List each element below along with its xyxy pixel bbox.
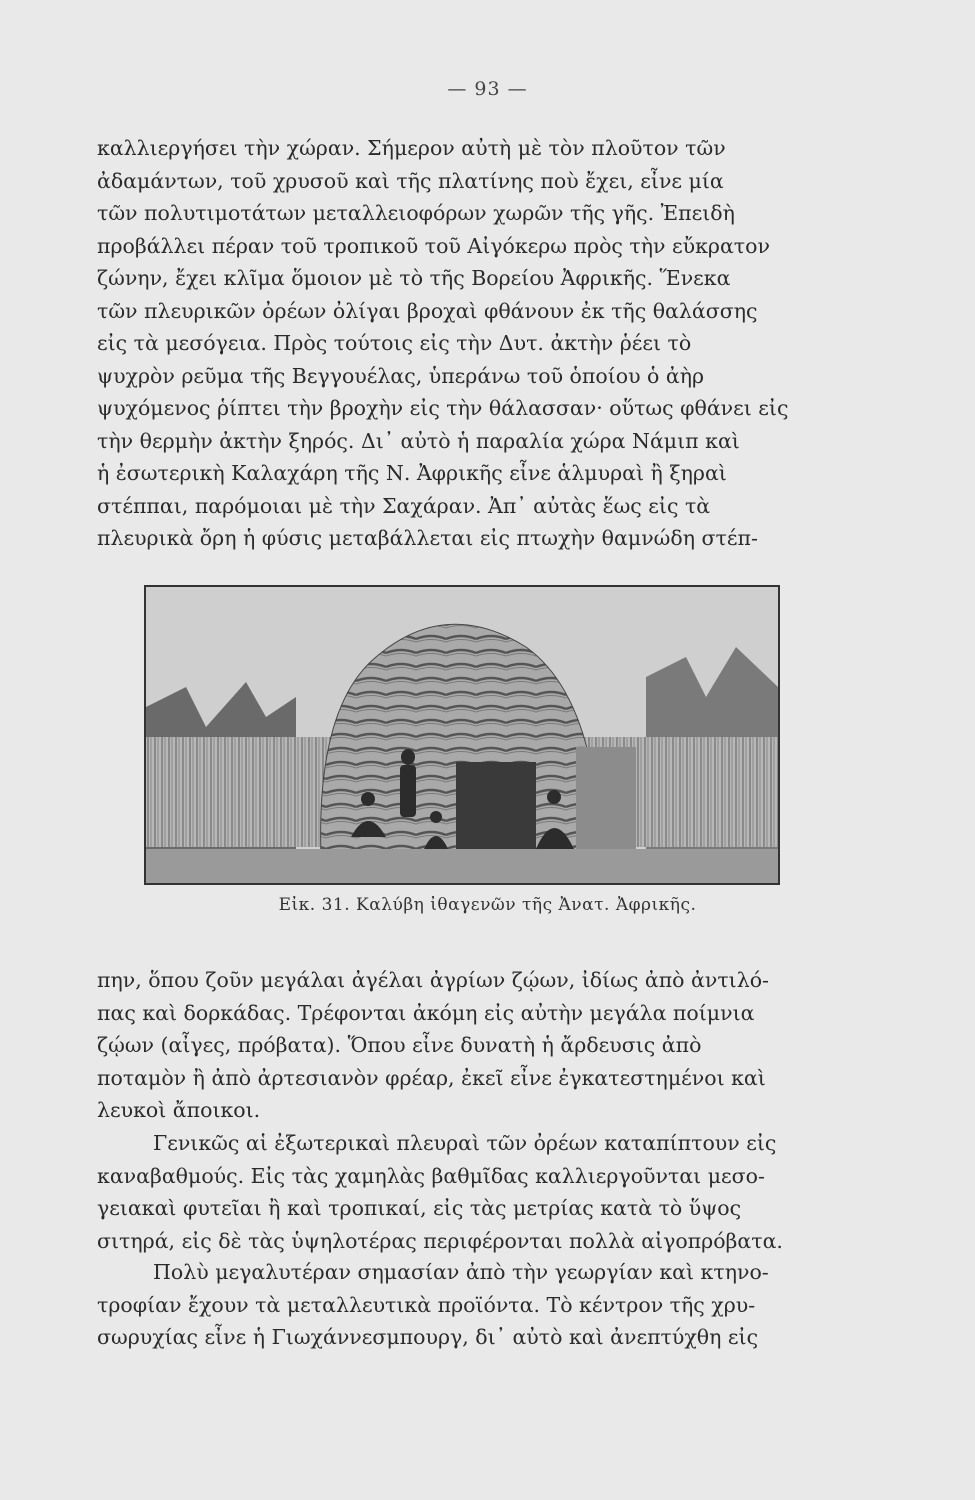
text-line: ἀδαμάντων, τοῦ χρυσοῦ καὶ τῆς πλατίνης ποὺ ἔχει, εἶνε μία [97, 168, 724, 193]
ground [146, 849, 778, 883]
hut-doorway [456, 762, 536, 857]
paragraph-1 [97, 132, 819, 555]
text-line: στέππαι, παρόμοιαι μὲ τὴν Σαχάραν. Ἀπ᾽ αὐτὰς ἕως εἰς τὰ [97, 493, 711, 518]
text-line: καναβαθμούς. Εἰς τὰς χαμηλὰς βαθμῖδας καλλιεργοῦνται μεσο- [97, 1163, 765, 1188]
text-line: τῶν πολυτιμοτάτων μεταλλειοφόρων χωρῶν τῆς γῆς. Ἐπειδὴ [97, 201, 735, 225]
figure-caption: Εἰκ. 31. Καλύβη ἰθαγενῶν τῆς Ἀνατ. Ἀφρικῆς. [278, 895, 697, 915]
text-line: τῶν πλευρικῶν ὀρέων ὀλίγαι βροχαὶ φθάνουν ἐκ τῆς θαλάσσης [97, 298, 758, 323]
paragraph-4 [97, 1256, 819, 1354]
text-line: τροφίαν ἔχουν τὰ μεταλλευτικὰ προϊόντα. Τὸ κέντρον τῆς χρυ- [97, 1292, 756, 1317]
native-hut-photo [146, 587, 778, 883]
text-line: ψυχρὸν ρεῦμα τῆς Βεγγουέλας, ὑπεράνω τοῦ ὁποίου ὁ ἀὴρ [97, 363, 705, 388]
text-line: πλευρικὰ ὄρη ἡ φύσις μεταβάλλεται εἰς πτωχὴν θαμνώδη στέπ- [97, 526, 758, 550]
text-line: ψυχόμενος ῥίπτει τὴν βροχὴν εἰς τὴν θάλασσαν· οὕτως φθάνει εἰς [97, 396, 789, 420]
paragraph-3 [97, 1127, 819, 1257]
paragraph-2 [97, 964, 819, 1127]
text-line: ἡ ἐσωτερικὴ Καλαχάρη τῆς Ν. Ἀφρικῆς εἶνε ἁλμυραὶ ἢ ξηραὶ [97, 461, 727, 485]
figure-photo [144, 585, 780, 885]
text-line: καλλιεργήσει τὴν χώραν. Σήμερον αὐτὴ μὲ τὸν πλοῦτον τῶν [97, 136, 726, 160]
text-line: ποταμὸν ἢ ἀπὸ ἀρτεσιανὸν φρέαρ, ἐκεῖ εἶνε ἐγκατεστημένοι καὶ [97, 1065, 766, 1090]
text-line: λευκοὶ ἄποικοι. [97, 1098, 261, 1122]
text-line: πας καὶ δορκάδας. Τρέφονται ἀκόμη εἰς αὐτὴν μεγάλα ποίμνια [97, 1000, 755, 1025]
text-line: εἰς τὰ μεσόγεια. Πρὸς τούτοις εἰς τὴν Δυτ. ἀκτὴν ῥέει τὸ [97, 331, 692, 355]
text-line: Γενικῶς αἱ ἐξωτερικαὶ πλευραὶ τῶν ὀρέων καταπίπτουν εἰς [153, 1131, 777, 1155]
text-line: ζώνην, ἔχει κλῖμα ὅμοιον μὲ τὸ τῆς Βορείου Ἀφρικῆς. Ἕνεκα [97, 266, 731, 290]
text-line: Πολὺ μεγαλυτέραν σημασίαν ἀπὸ τὴν γεωργίαν καὶ κτηνο- [153, 1260, 769, 1284]
text-line: πην, ὅπου ζοῦν μεγάλαι ἀγέλαι ἀγρίων ζῴων, ἰδίως ἀπὸ ἀντιλό- [97, 968, 769, 992]
text-line: προβάλλει πέραν τοῦ τροπικοῦ τοῦ Αἰγόκερω πρὸς τὴν εὔκρατον [97, 233, 770, 258]
text-line: σωρυχίας εἶνε ἡ Γιωχάννεσμπουργ, δι᾽ αὐτὸ καὶ ἀνεπτύχθη εἰς [97, 1325, 759, 1349]
wooden-post [576, 747, 636, 857]
text-line: σιτηρά, εἰς δὲ τὰς ὑψηλοτέρας περιφέρονται πολλὰ αἰγοπρόβατα. [97, 1228, 783, 1253]
text-line: τὴν θερμὴν ἀκτὴν ξηρός. Δι᾽ αὐτὸ ἡ παραλία χώρα Νάμιπ καὶ [97, 428, 740, 453]
text-line: ζῴων (αἶγες, πρόβατα). Ὅπου εἶνε δυνατὴ ἡ ἄρδευσις ἀπὸ [97, 1033, 702, 1057]
text-line: γειακαὶ φυτεῖαι ἢ καὶ τροπικαί, εἰς τὰς μετρίας κατὰ τὸ ὕψος [97, 1196, 742, 1220]
page-number: — 93 — [447, 78, 528, 100]
